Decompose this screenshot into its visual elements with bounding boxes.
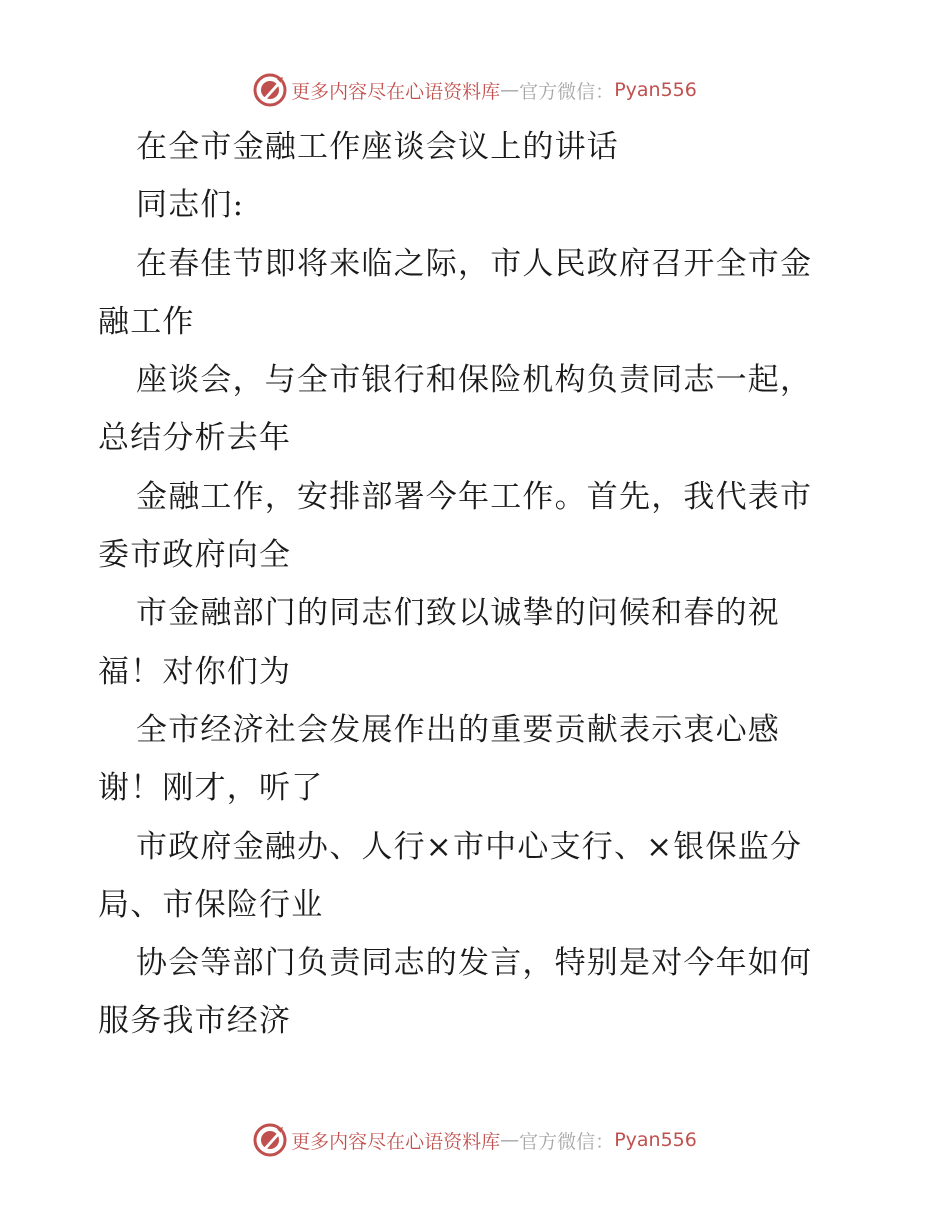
header-wechat-label: 官方微信：: [519, 80, 615, 103]
paragraph-line: 全市经济社会发展作出的重要贡献表示衷心感: [136, 711, 780, 748]
header-wechat-id: Pyan556: [614, 79, 697, 101]
paragraph-line: 市政府金融办、人行×市中心支行、×银保监分: [136, 828, 803, 865]
salutation: 同志们:: [136, 187, 245, 224]
paragraph-line: 服务我市经济: [98, 1003, 292, 1040]
footer-separator: —: [500, 1129, 520, 1151]
paragraph-line: 总结分析去年: [98, 420, 292, 457]
document-title: 在全市金融工作座谈会议上的讲话: [136, 129, 619, 165]
footer-wechat-label: 官方微信：: [519, 1130, 615, 1153]
pen-logo-icon: [253, 1123, 287, 1157]
paragraph-line: 委市政府向全: [98, 537, 292, 574]
pen-logo-icon: [253, 73, 287, 107]
footer-site-text: 更多内容尽在心语资料库: [291, 1130, 501, 1153]
paragraph-line: 协会等部门负责同志的发言，特别是对今年如何: [136, 945, 813, 982]
paragraph-line: 市金融部门的同志们致以诚挚的问候和春的祝: [136, 595, 780, 632]
paragraph-line: 局、市保险行业: [98, 886, 324, 923]
header-separator: —: [500, 79, 520, 101]
header-watermark-banner: [0, 70, 950, 110]
footer-watermark-banner: [0, 1120, 950, 1160]
paragraph-line: 融工作: [98, 303, 195, 340]
paragraph-line: 福！对你们为: [98, 653, 292, 690]
paragraph-line: 谢！刚才，听了: [98, 770, 324, 807]
paragraph-line: 金融工作，安排部署今年工作。首先，我代表市: [136, 478, 813, 515]
paragraph-line: 座谈会，与全市银行和保险机构负责同志一起，: [136, 362, 813, 399]
header-site-text: 更多内容尽在心语资料库: [291, 80, 501, 103]
document-body: [98, 118, 858, 1051]
footer-wechat-id: Pyan556: [614, 1129, 697, 1151]
paragraph-line: 在春佳节即将来临之际，市人民政府召开全市金: [136, 245, 813, 282]
